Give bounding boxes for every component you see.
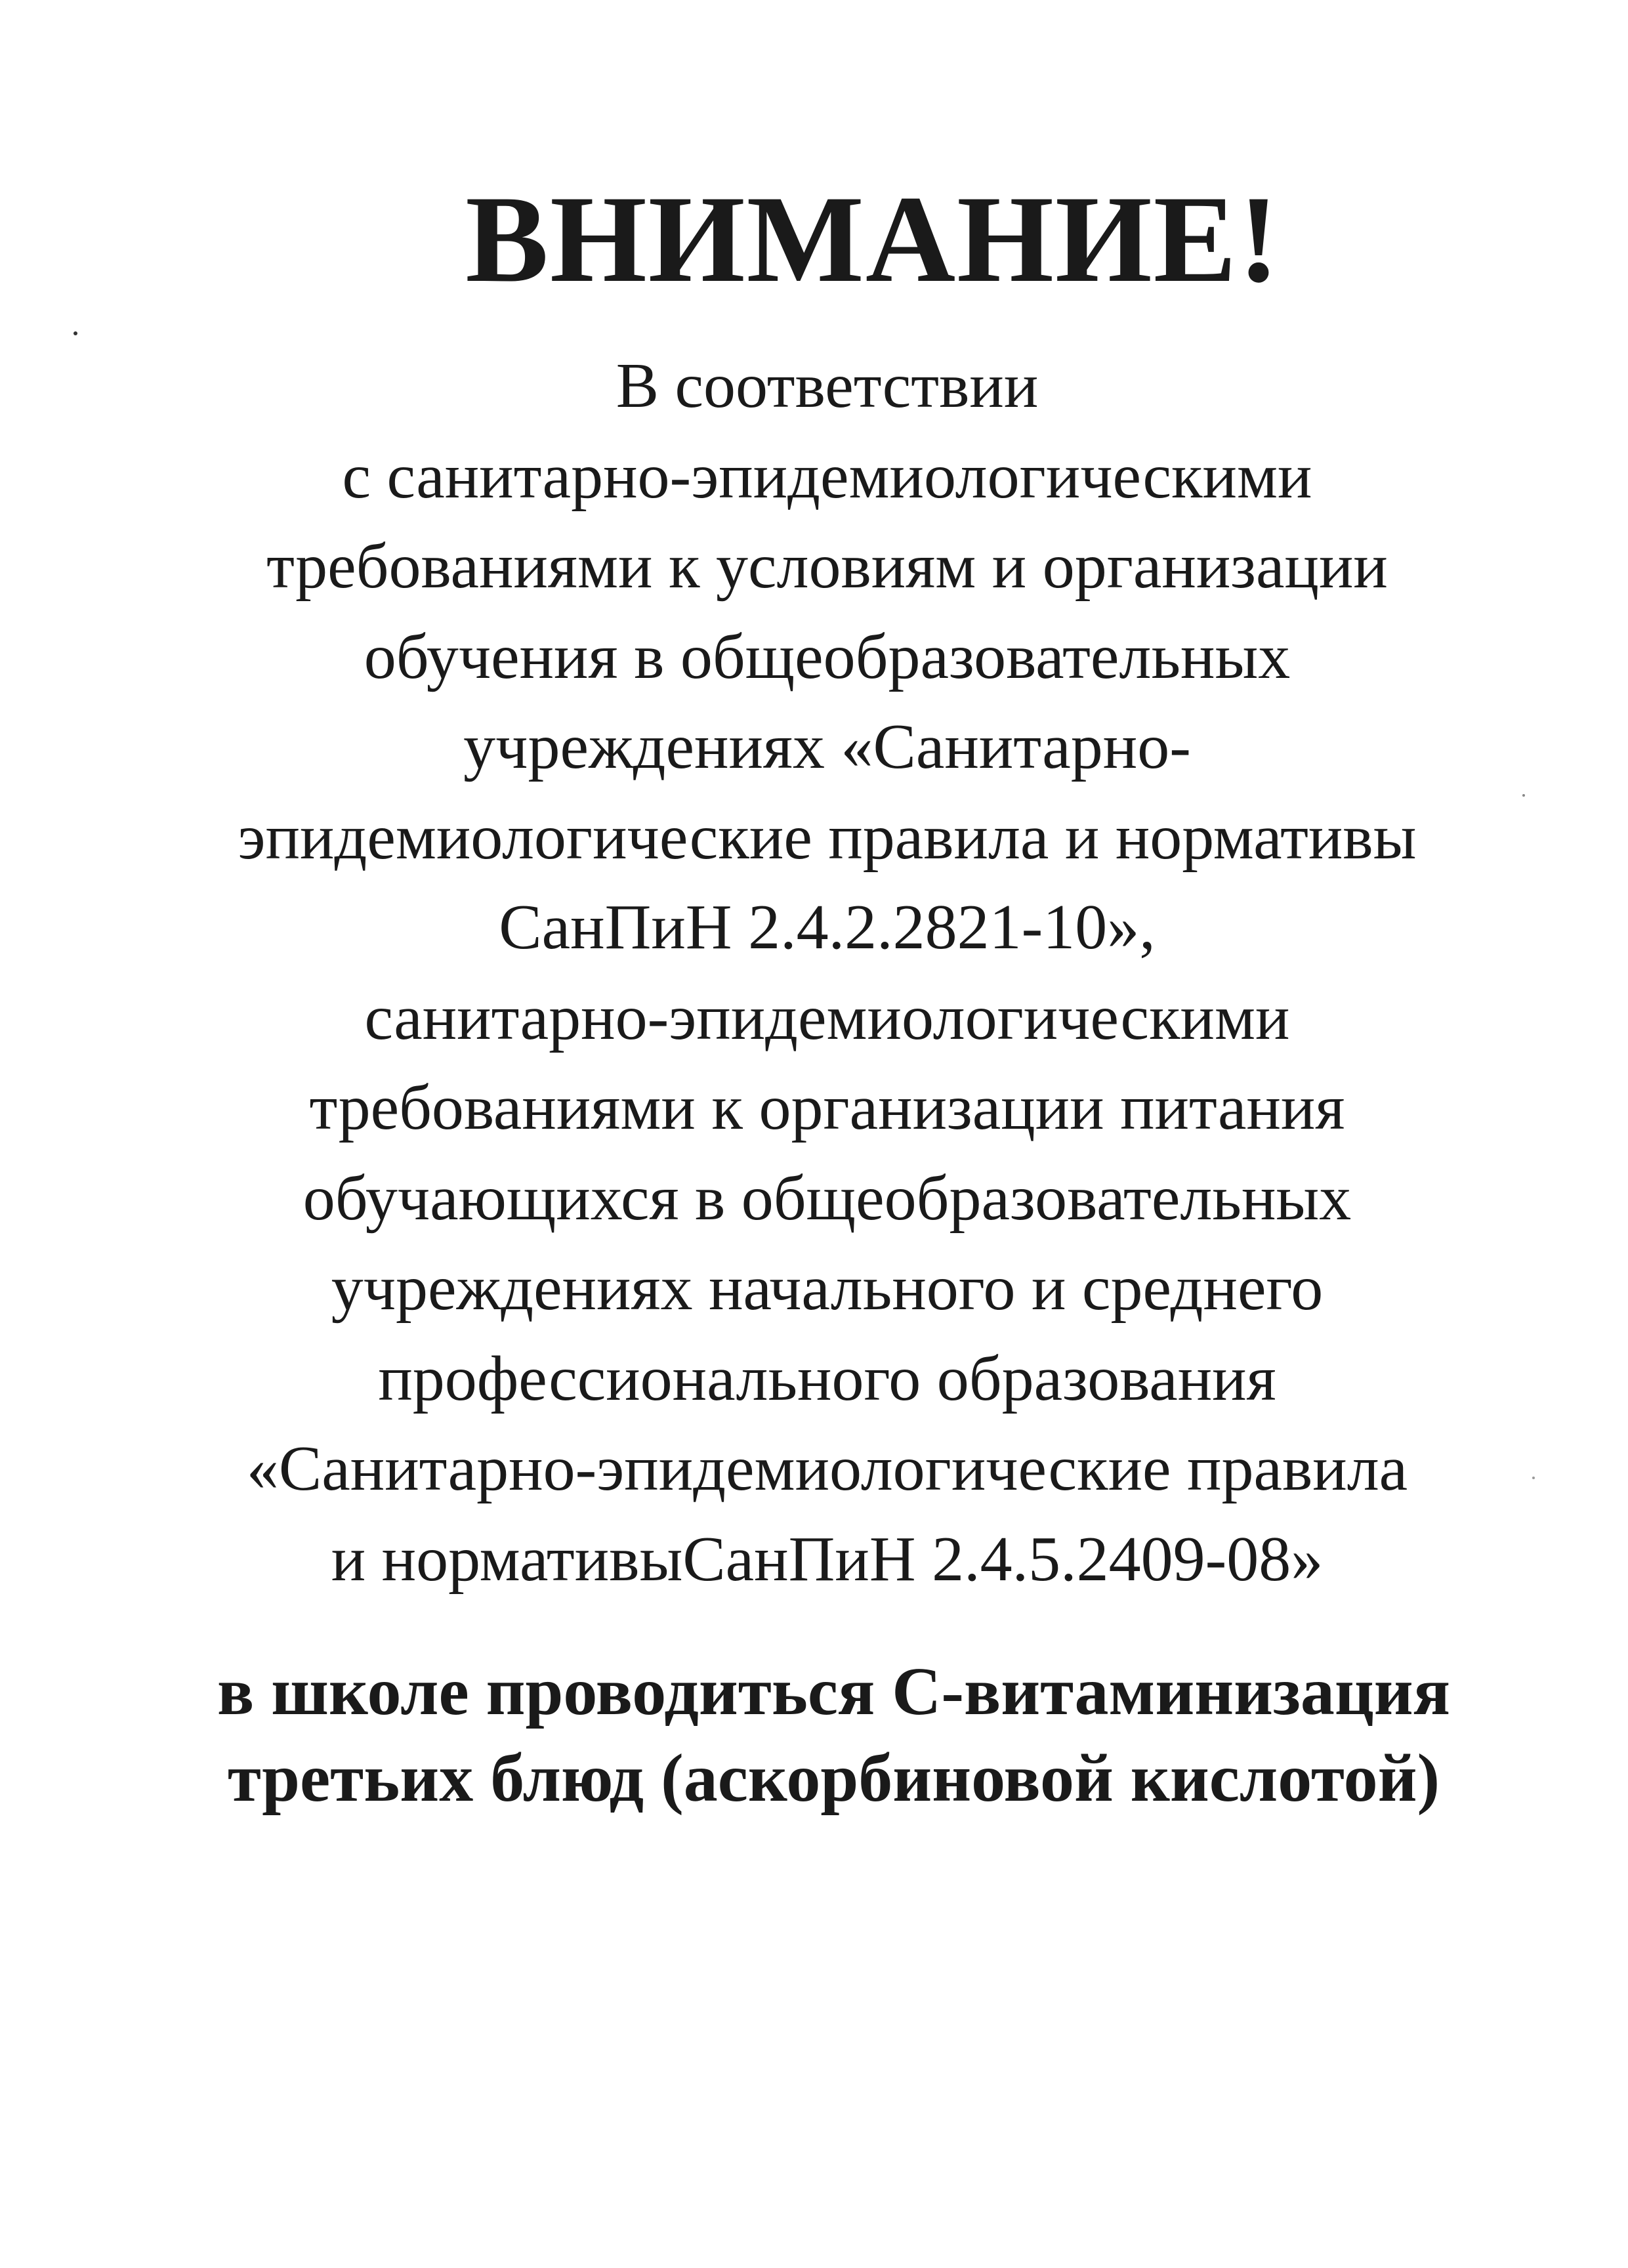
body-line: требованиями к условиям и организации (266, 531, 1388, 602)
body-line: учреждениях начального и среднего (331, 1253, 1324, 1324)
body-line: требованиями к организации питания (309, 1072, 1345, 1143)
body-line: В соответствии (616, 350, 1039, 421)
conclusion-line: в школе проводиться С-витаминизация (217, 1654, 1450, 1729)
body-line: с санитарно-эпидемиологическими (342, 440, 1312, 512)
body-line: обучающихся в общеобразовательных (303, 1162, 1352, 1234)
scan-speck (1522, 794, 1525, 797)
body-line: учреждениях «Санитарно- (463, 711, 1191, 782)
body-line: обучения в общеобразовательных (364, 621, 1291, 692)
scan-speck (73, 331, 77, 335)
body-line: эпидемиологические правила и нормативы (238, 801, 1417, 873)
conclusion-line: третьих блюд (аскорбиновой кислотой) (227, 1740, 1440, 1816)
scan-speck (1532, 1477, 1535, 1479)
body-line: и нормативыСанПиН 2.4.5.2409-08» (331, 1523, 1324, 1595)
body-line: профессионального образования (378, 1343, 1276, 1414)
body-line: «Санитарно-эпидемиологические правила (246, 1433, 1408, 1504)
body-line: санитарно-эпидемиологическими (364, 982, 1290, 1053)
body-line: СанПиН 2.4.2.2821-10», (499, 892, 1156, 963)
notice-title: ВНИМАНИЕ! (465, 171, 1281, 308)
notice-conclusion (0, 1648, 1628, 1822)
notice-body (0, 341, 1628, 1605)
